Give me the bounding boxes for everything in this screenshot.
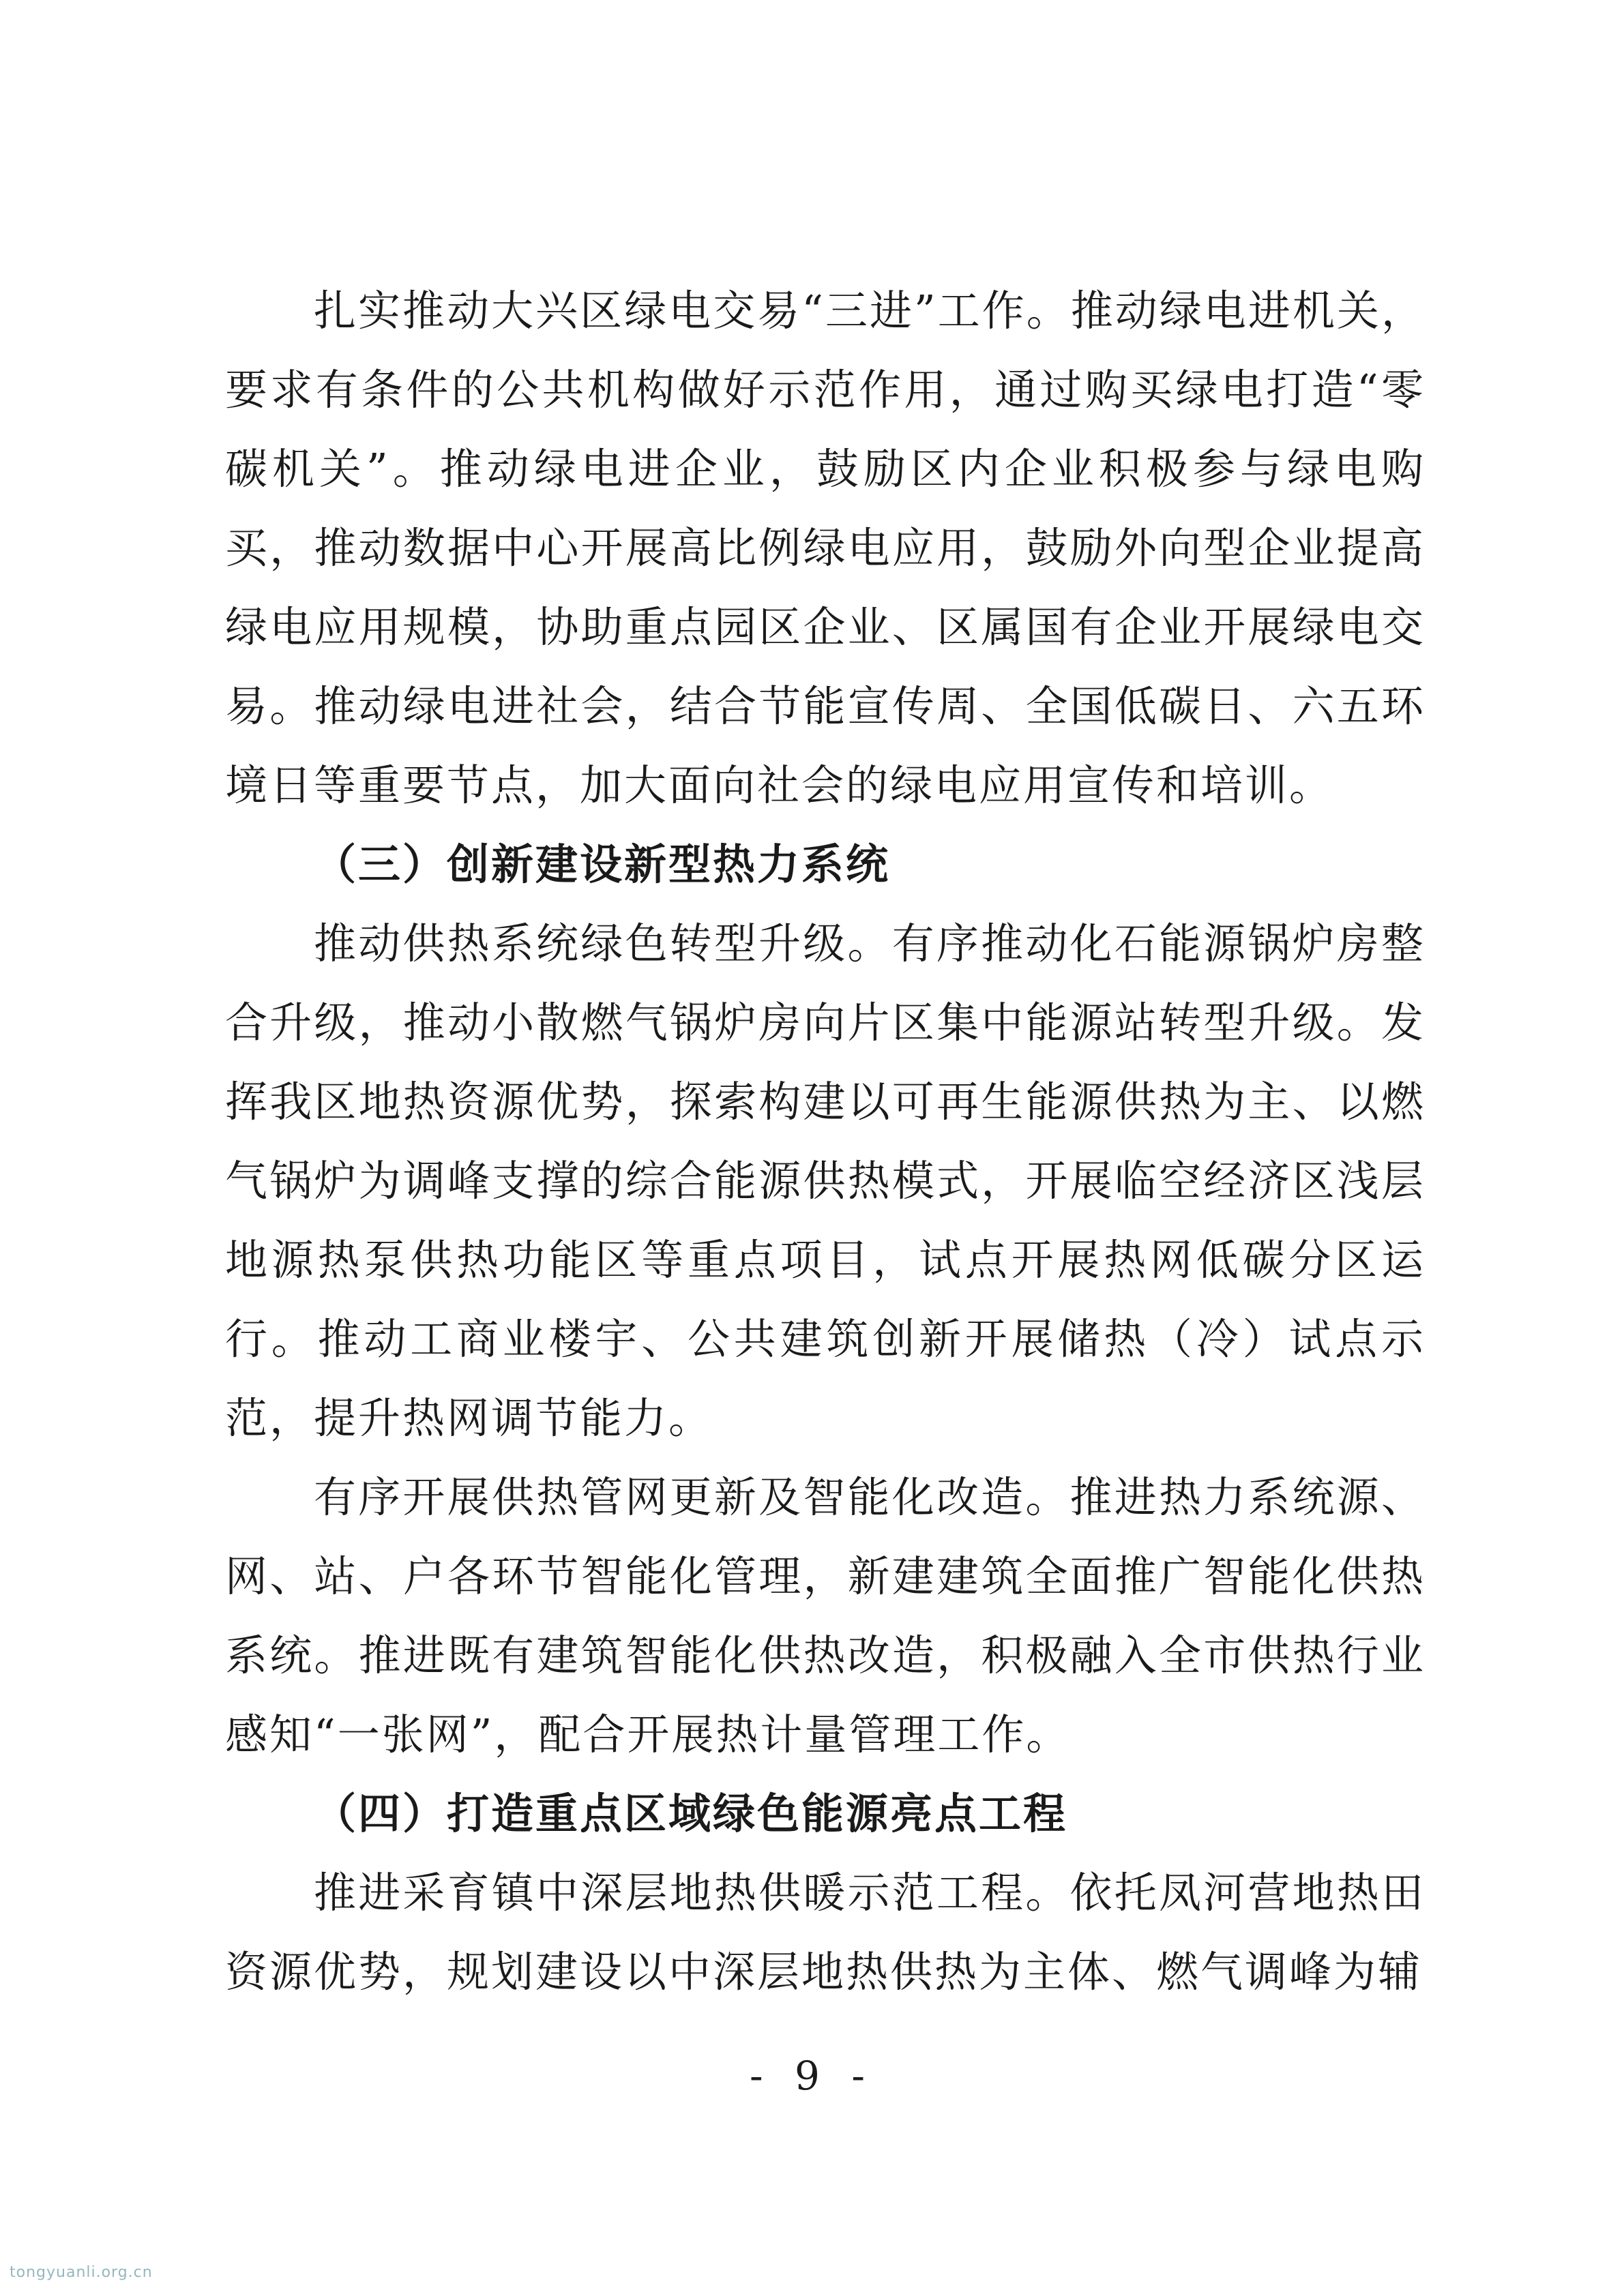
watermark-text: tongyuanli.org.cn [10,2264,153,2281]
section-heading-heat-system: （三）创新建设新型热力系统 [314,839,891,889]
page-number: - 9 - [750,2053,874,2099]
paragraph-pipe-network-upgrade: 有序开展供热管网更新及智能化改造。推进热力系统源、网、站、户各环节智能化管理，新建建筑全面推广智能化供热系统。推进既有建筑智能化供热改造，积极融入全市供热行业感知“一张网”，配合开展热计量管理工作。 [225,1472,1426,1759]
document-body [225,271,1426,2012]
paragraph-green-power-three-entries: 扎实推动大兴区绿电交易“三进”工作。推动绿电进机关，要求有条件的公共机构做好示范作用，通过购买绿电打造“零碳机关”。推动绿电进企业，鼓励区内企业积极参与绿电购买，推动数据中心开展高比例绿电应用，鼓励外向型企业提高绿电应用规模，协助重点园区企业、区属国有企业开展绿电交易。推动绿电进社会，结合节能宣传周、全国低碳日、六五环境日等重要节点，加大面向社会的绿电应用宣传和培训。 [225,286,1426,810]
paragraph-geothermal-demonstration: 推进采育镇中深层地热供暖示范工程。依托凤河营地热田资源优势，规划建设以中深层地热供热为主体、燃气调峰为辅 [225,1868,1426,1997]
section-heading-green-energy-projects: （四）打造重点区域绿色能源亮点工程 [314,1789,1068,1838]
paragraph-heating-transformation: 推动供热系统绿色转型升级。有序推动化石能源锅炉房整合升级，推动小散燃气锅炉房向片区集中能源站转型升级。发挥我区地热资源优势，探索构建以可再生能源供热为主、以燃气锅炉为调峰支撑的综合能源供热模式，开展临空经济区浅层地源热泵供热功能区等重点项目，试点开展热网低碳分区运行。推动工商业楼宇、公共建筑创新开展储热（冷）试点示范，提升热网调节能力。 [225,919,1426,1443]
